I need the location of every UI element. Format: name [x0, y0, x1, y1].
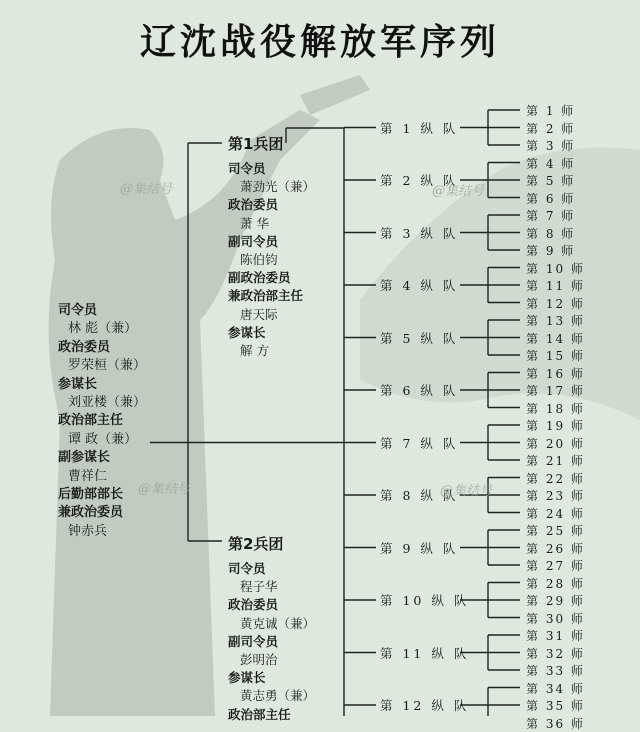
- corps-2-staff: [228, 560, 315, 724]
- corps-name: 程子华: [240, 579, 278, 595]
- division-label: 第 1 师: [526, 104, 576, 118]
- corps-name: 解 方: [240, 343, 269, 359]
- command-role: 司令员: [58, 303, 98, 318]
- command-name: 刘亚楼（兼）: [68, 395, 147, 411]
- command-role: 参谋长: [58, 376, 98, 392]
- division-label: 第 28 师: [526, 576, 585, 591]
- corps-role: 参谋长: [228, 324, 266, 340]
- division-label: 第 34 师: [526, 681, 585, 696]
- corps-role: 兼政治部主任: [228, 288, 304, 304]
- division-label: 第 7 师: [526, 209, 576, 223]
- division-label: 第 24 师: [526, 506, 585, 521]
- corps-name: 萧劲光（兼）: [240, 179, 316, 195]
- column-label: 第 5 纵 队: [380, 330, 459, 346]
- column-label: 第 2 纵 队: [380, 173, 459, 188]
- corps-name: 彭明治: [240, 652, 278, 668]
- division-label: 第 32 师: [526, 646, 585, 661]
- column-label: 第 1 纵 队: [380, 120, 459, 136]
- division-label: 第 33 师: [526, 664, 585, 678]
- division-label: 第 17 师: [526, 384, 585, 398]
- command-role: 副参谋长: [58, 450, 111, 466]
- column-label: 第 11 纵 队: [380, 645, 470, 661]
- column-label: 第 8 纵 队: [380, 488, 459, 503]
- division-label: 第 27 师: [526, 559, 585, 573]
- division-label: 第 11 师: [526, 279, 585, 293]
- corps-role: 参谋长: [228, 670, 266, 686]
- division-label: 第 16 师: [526, 366, 585, 381]
- division-label: 第 20 师: [526, 436, 585, 451]
- column-label: 第 12 纵 队: [380, 698, 470, 713]
- watermark: @集结号: [120, 182, 173, 197]
- corps-role: 政治委员: [228, 597, 279, 613]
- division-label: 第 15 师: [526, 349, 585, 363]
- command-role: 政治部主任: [58, 413, 124, 429]
- column-label: 第 9 纵 队: [380, 540, 459, 556]
- division-label: 第 35 师: [526, 699, 585, 713]
- corps-role: 司令员: [228, 561, 266, 576]
- watermark: @集结号: [440, 484, 493, 499]
- corps-role: 政治委员: [228, 197, 279, 213]
- watermark: @集结号: [432, 184, 485, 199]
- division-label: 第 2 师: [526, 121, 576, 136]
- column-label: 第 10 纵 队: [380, 593, 470, 608]
- corps-name: 黄志勇（兼）: [240, 688, 316, 704]
- watermark: @集结号: [138, 482, 191, 497]
- division-label: 第 23 师: [526, 489, 585, 503]
- division-label: 第 12 师: [526, 296, 585, 311]
- division-label: 第 19 师: [526, 419, 585, 433]
- corps-role: 副司令员: [228, 633, 279, 649]
- division-label: 第 26 师: [526, 541, 585, 556]
- division-label: 第 14 师: [526, 331, 585, 346]
- command-name: 谭 政（兼）: [68, 431, 138, 447]
- corps-role: 司令员: [228, 161, 266, 176]
- division-label: 第 36 师: [526, 716, 585, 731]
- division-label: 第 8 师: [526, 226, 576, 241]
- division-label: 第 4 师: [526, 156, 576, 171]
- corps-1-title: 第1兵团: [228, 135, 284, 153]
- command-role: 后勤部部长: [58, 487, 124, 503]
- division-label: 第 29 师: [526, 594, 585, 608]
- division-label: 第 25 师: [526, 524, 585, 538]
- corps-name: 黄克诚（兼）: [240, 615, 316, 631]
- division-label: 第 31 师: [526, 629, 585, 643]
- division-label: 第 9 师: [526, 244, 576, 258]
- page-title: 辽沈战役解放军序列: [139, 22, 500, 63]
- division-label: 第 10 师: [526, 261, 585, 276]
- column-label: 第 4 纵 队: [380, 278, 459, 293]
- corps-role: 副政治委员: [228, 270, 291, 286]
- command-role: 兼政治委员: [58, 505, 124, 521]
- corps-name: 陈伯钧: [240, 252, 278, 268]
- division-label: 第 21 师: [526, 454, 585, 468]
- command-role: 政治委员: [58, 339, 111, 355]
- division-label: 第 13 师: [526, 314, 585, 328]
- division-label: 第 22 师: [526, 471, 585, 486]
- division-label: 第 3 师: [526, 139, 576, 153]
- corps-name: 唐天际: [240, 306, 278, 322]
- division-label: 第 5 师: [526, 174, 576, 188]
- column-label: 第 3 纵 队: [380, 225, 459, 241]
- division-label: 第 18 师: [526, 401, 585, 416]
- column-label: 第 6 纵 队: [380, 383, 459, 398]
- division-label: 第 30 师: [526, 611, 585, 626]
- corps-name: 萧 华: [240, 215, 269, 231]
- corps-1-staff: [228, 160, 315, 360]
- command-name: 钟赤兵: [68, 523, 108, 539]
- corps-role: 副司令员: [228, 233, 279, 249]
- command-name: 罗荣桓（兼）: [68, 358, 147, 374]
- corps-role: 政治部主任: [228, 706, 291, 722]
- command-name: 曹祥仁: [68, 468, 108, 484]
- command-name: 林 彪（兼）: [68, 321, 138, 337]
- corps-2-title: 第2兵团: [228, 535, 284, 553]
- field-army-command: [58, 302, 146, 541]
- column-label: 第 7 纵 队: [380, 435, 459, 451]
- division-label: 第 6 师: [526, 191, 576, 206]
